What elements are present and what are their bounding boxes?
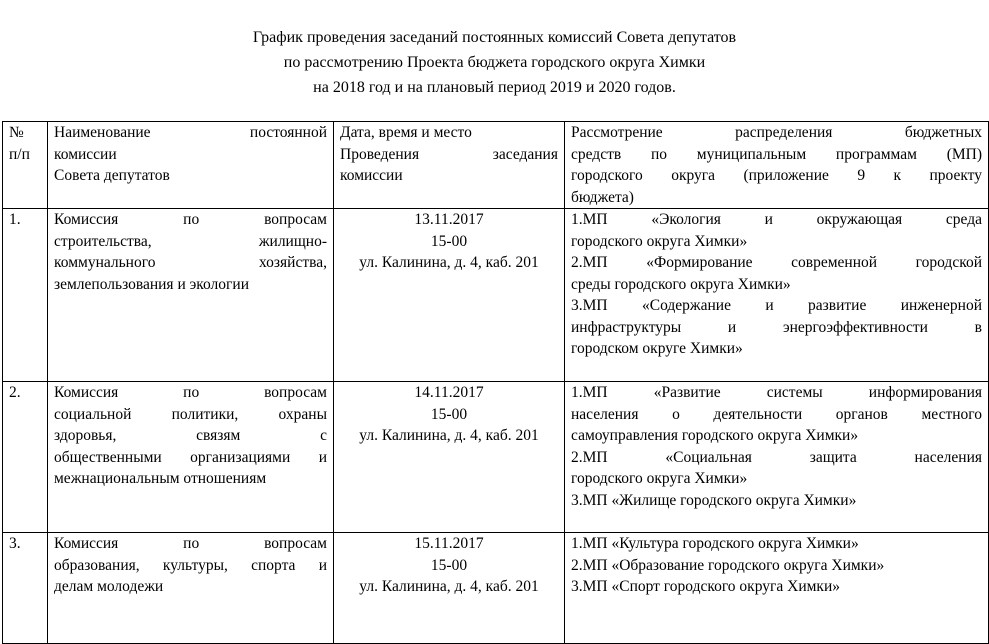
program-line: городского округа Химки» <box>571 470 748 487</box>
meeting-date: 15.11.2017 <box>414 535 484 552</box>
program-line: городского округа Химки» <box>571 232 748 250</box>
commission-name-cell <box>48 533 334 644</box>
meeting-details-cell <box>334 533 565 644</box>
header-name-line: комиссии <box>54 145 117 163</box>
commission-name-line: Комиссия по вопросам <box>54 384 327 401</box>
program-line: среды городского округа Химки» <box>571 275 791 293</box>
schedule-table <box>2 121 989 644</box>
program-line: 3.МП «Спорт городского округа Химки» <box>571 578 840 595</box>
commission-name-line: социальной политики, охраны <box>54 405 327 423</box>
title-line-3: на 2018 год и на плановый период 2019 и 2020 годов. <box>313 79 676 96</box>
meeting-place: ул. Калинина, д. 4, каб. 201 <box>359 427 539 444</box>
commission-name-line: делам молодежи <box>54 578 164 595</box>
commission-name-line: коммунального хозяйства, <box>54 254 327 271</box>
row-num: 1. <box>3 209 48 382</box>
header-review-line: Рассмотрение распределения бюджетных <box>571 124 982 141</box>
header-num-line: № <box>9 124 24 141</box>
programs-cell <box>565 533 989 644</box>
header-name-line: Наименование постоянной <box>54 124 327 141</box>
meeting-date: 13.11.2017 <box>414 211 484 228</box>
meeting-time: 15-00 <box>430 232 468 250</box>
program-line: 2.МП «Формирование современной городской <box>571 254 982 271</box>
commission-name-line: общественными организациями и <box>54 448 327 466</box>
programs-cell <box>565 382 989 533</box>
commission-name-cell <box>48 209 334 382</box>
program-line: 3.МП «Содержание и развитие инженерной <box>571 297 982 314</box>
title-line-2: по рассмотрению Проекта бюджета городского округа Химки <box>283 54 706 71</box>
meeting-place: ул. Калинина, д. 4, каб. 201 <box>359 578 539 595</box>
table-row <box>3 533 989 644</box>
row-num: 2. <box>3 382 48 533</box>
table-header-row <box>3 122 989 209</box>
meeting-date: 14.11.2017 <box>414 384 484 401</box>
commission-name-line: здоровья, связям с <box>54 427 327 444</box>
header-num-cell <box>3 122 48 209</box>
meeting-place: ул. Калинина, д. 4, каб. 201 <box>359 254 539 271</box>
commission-name-line: землепользования и экологии <box>54 275 249 293</box>
commission-name-line: межнациональным отношениям <box>54 470 267 487</box>
header-review-line: бюджета) <box>571 188 634 206</box>
program-line: инфраструктуры и энергоэффективности в <box>571 318 982 336</box>
program-line: городском округе Химки» <box>571 340 743 357</box>
commission-name-line: строительства, жилищно- <box>54 232 327 250</box>
program-line: 3.МП «Жилище городского округа Химки» <box>571 491 857 509</box>
commission-name-cell <box>48 382 334 533</box>
document-title <box>0 25 989 100</box>
commission-name-line: образования, культуры, спорта и <box>54 556 327 574</box>
table-row <box>3 382 989 533</box>
header-date-cell <box>334 122 565 209</box>
table-row <box>3 209 989 382</box>
meeting-time: 15-00 <box>430 405 468 423</box>
meeting-details-cell <box>334 209 565 382</box>
header-review-line: городского округа (приложение 9 к проекту <box>571 167 982 184</box>
commission-name-line: Комиссия по вопросам <box>54 211 327 228</box>
program-line: населения о деятельности органов местного <box>571 405 982 423</box>
meeting-time: 15-00 <box>430 556 468 574</box>
title-line-1: График проведения заседаний постоянных комиссий Совета депутатов <box>252 29 737 46</box>
header-date-line: Дата, время и место <box>340 124 472 141</box>
commission-name-line: Комиссия по вопросам <box>54 535 327 552</box>
header-name-cell <box>48 122 334 209</box>
header-name-line: Совета депутатов <box>54 167 170 184</box>
program-line: 2.МП «Социальная защита населения <box>571 448 982 466</box>
header-review-cell <box>565 122 989 209</box>
program-line: 1.МП «Развитие системы информирования <box>571 384 982 401</box>
program-line: 2.МП «Образование городского округа Химки» <box>571 556 885 574</box>
programs-cell <box>565 209 989 382</box>
program-line: 1.МП «Экология и окружающая среда <box>571 211 982 228</box>
meeting-details-cell <box>334 382 565 533</box>
header-review-line: средств по муниципальным программам (МП) <box>571 145 982 163</box>
header-date-line: Проведения заседания <box>340 145 558 163</box>
header-date-line: комиссии <box>340 167 403 184</box>
program-line: самоуправления городского округа Химки» <box>571 427 859 444</box>
row-num: 3. <box>3 533 48 644</box>
program-line: 1.МП «Культура городского округа Химки» <box>571 535 859 552</box>
header-num-line: п/п <box>9 145 30 163</box>
